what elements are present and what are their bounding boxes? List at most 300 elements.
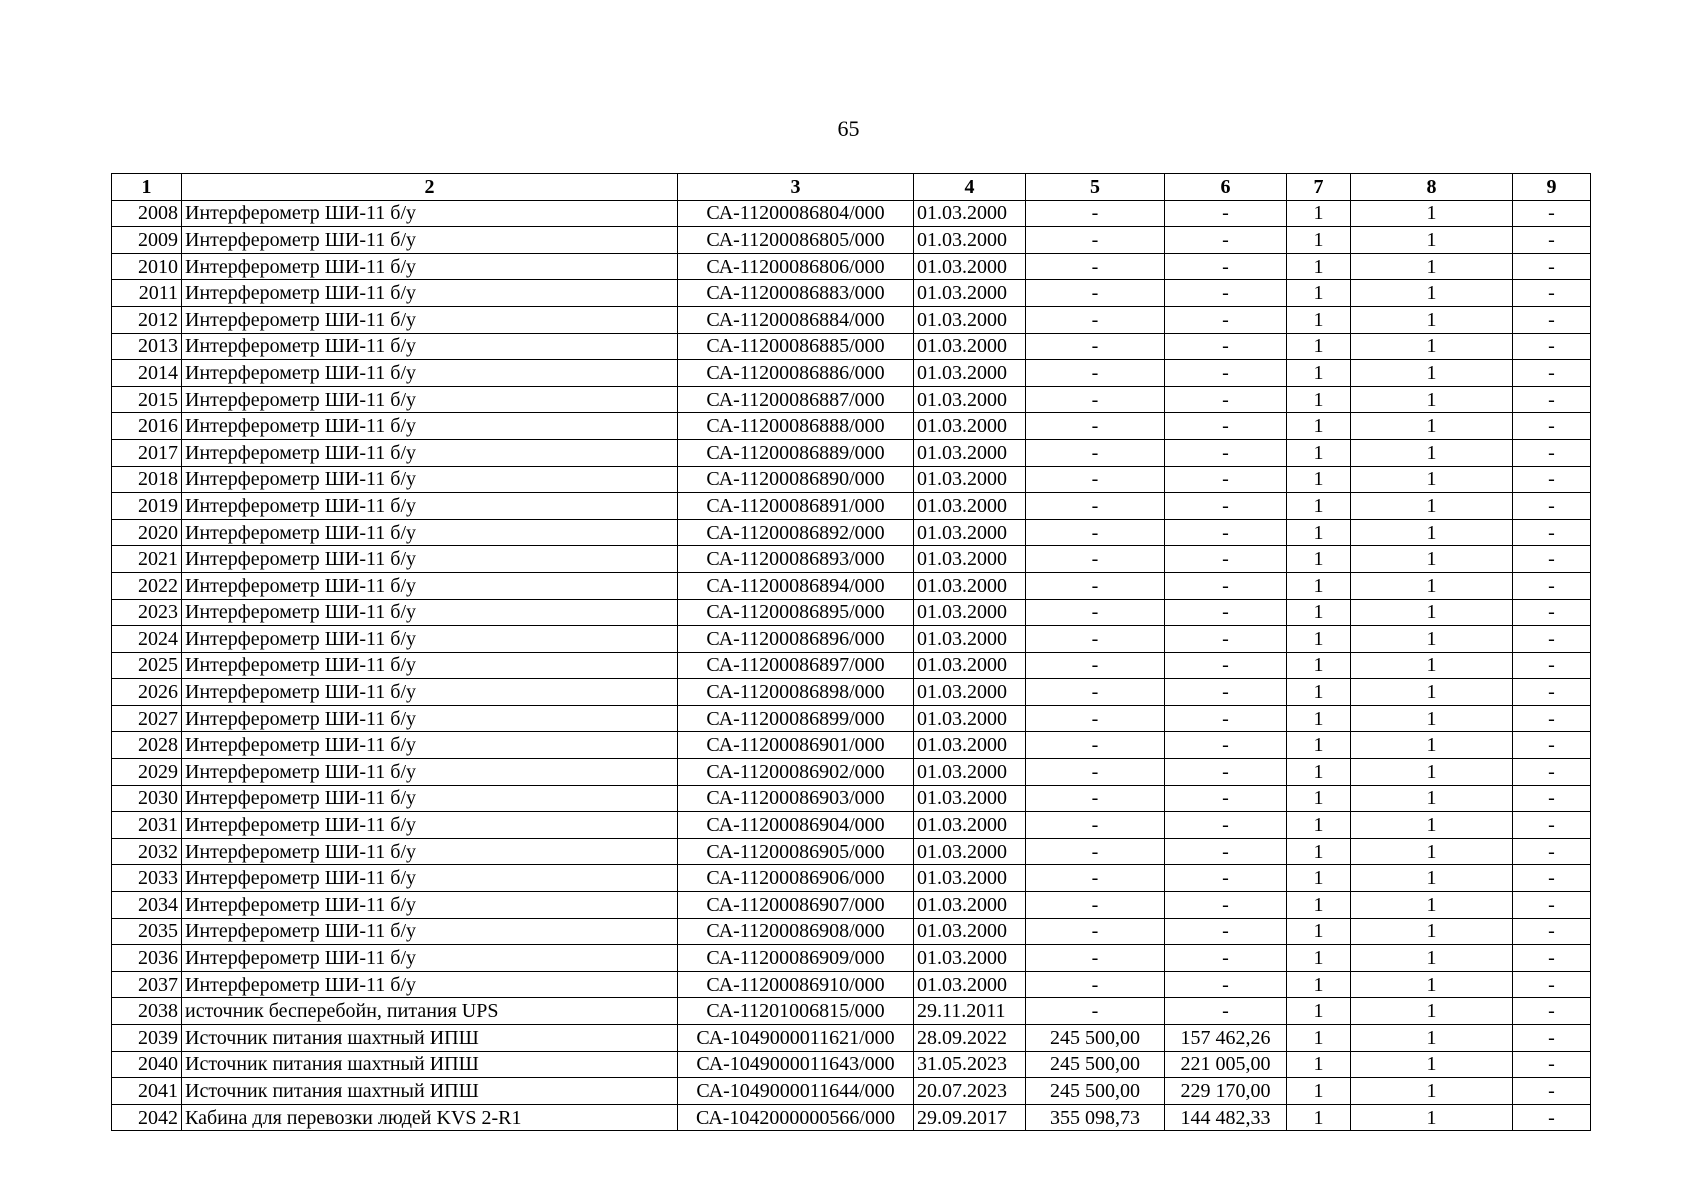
table-row: [112, 918, 1591, 945]
item-name-cell: Интерферометр ШИ-11 б/у: [182, 652, 678, 679]
inventory-code-cell: СА-11200086894/000: [678, 572, 914, 599]
date-cell: 01.03.2000: [914, 413, 1026, 440]
inventory-code-cell: СА-11200086902/000: [678, 759, 914, 786]
inventory-code-cell: СА-11200086893/000: [678, 546, 914, 573]
date-cell: 01.03.2000: [914, 386, 1026, 413]
date-cell: 01.03.2000: [914, 493, 1026, 520]
value-cell-9: -: [1513, 386, 1591, 413]
value-cell-9: -: [1513, 971, 1591, 998]
inventory-code-cell: СА-11200086804/000: [678, 200, 914, 227]
row-number-cell: 2015: [112, 386, 182, 413]
item-name-cell: Кабина для перевозки людей KVS 2-R1: [182, 1104, 678, 1131]
value-cell-5: -: [1026, 466, 1165, 493]
inventory-code-cell: СА-11200086889/000: [678, 439, 914, 466]
value-cell-6: -: [1165, 998, 1287, 1025]
date-cell: 01.03.2000: [914, 918, 1026, 945]
inventory-code-cell: СА-1049000011643/000: [678, 1051, 914, 1078]
table-row: [112, 679, 1591, 706]
value-cell-7: 1: [1287, 599, 1351, 626]
value-cell-5: -: [1026, 439, 1165, 466]
value-cell-9: -: [1513, 280, 1591, 307]
value-cell-8: 1: [1351, 333, 1513, 360]
table-row: [112, 732, 1591, 759]
value-cell-8: 1: [1351, 838, 1513, 865]
value-cell-5: -: [1026, 227, 1165, 254]
value-cell-7: 1: [1287, 280, 1351, 307]
value-cell-6: -: [1165, 200, 1287, 227]
date-cell: 29.11.2011: [914, 998, 1026, 1025]
value-cell-8: 1: [1351, 971, 1513, 998]
value-cell-8: 1: [1351, 519, 1513, 546]
value-cell-5: -: [1026, 253, 1165, 280]
inventory-code-cell: СА-11200086896/000: [678, 626, 914, 653]
table-row: [112, 333, 1591, 360]
inventory-code-cell: СА-11200086892/000: [678, 519, 914, 546]
value-cell-7: 1: [1287, 1104, 1351, 1131]
value-cell-6: -: [1165, 838, 1287, 865]
value-cell-9: -: [1513, 865, 1591, 892]
value-cell-9: -: [1513, 705, 1591, 732]
value-cell-9: -: [1513, 1078, 1591, 1105]
value-cell-9: -: [1513, 572, 1591, 599]
value-cell-5: -: [1026, 732, 1165, 759]
value-cell-8: 1: [1351, 998, 1513, 1025]
value-cell-9: -: [1513, 652, 1591, 679]
value-cell-7: 1: [1287, 679, 1351, 706]
value-cell-6: -: [1165, 280, 1287, 307]
table-row: [112, 838, 1591, 865]
date-cell: 01.03.2000: [914, 546, 1026, 573]
column-header-4: 4: [914, 174, 1026, 201]
item-name-cell: Интерферометр ШИ-11 б/у: [182, 386, 678, 413]
row-number-cell: 2037: [112, 971, 182, 998]
value-cell-7: 1: [1287, 945, 1351, 972]
row-number-cell: 2008: [112, 200, 182, 227]
value-cell-7: 1: [1287, 998, 1351, 1025]
value-cell-7: 1: [1287, 1078, 1351, 1105]
date-cell: 01.03.2000: [914, 200, 1026, 227]
value-cell-7: 1: [1287, 572, 1351, 599]
item-name-cell: источник бесперебойн, питания UPS: [182, 998, 678, 1025]
date-cell: 01.03.2000: [914, 785, 1026, 812]
date-cell: 20.07.2023: [914, 1078, 1026, 1105]
table-row: [112, 998, 1591, 1025]
date-cell: 01.03.2000: [914, 759, 1026, 786]
value-cell-8: 1: [1351, 280, 1513, 307]
value-cell-9: -: [1513, 945, 1591, 972]
inventory-code-cell: СА-11201006815/000: [678, 998, 914, 1025]
table-row: [112, 572, 1591, 599]
value-cell-9: -: [1513, 679, 1591, 706]
inventory-code-cell: СА-11200086886/000: [678, 360, 914, 387]
value-cell-6: -: [1165, 892, 1287, 919]
value-cell-6: 157 462,26: [1165, 1025, 1287, 1052]
value-cell-5: -: [1026, 333, 1165, 360]
value-cell-6: -: [1165, 413, 1287, 440]
value-cell-6: -: [1165, 333, 1287, 360]
value-cell-9: -: [1513, 599, 1591, 626]
value-cell-7: 1: [1287, 253, 1351, 280]
value-cell-8: 1: [1351, 759, 1513, 786]
value-cell-8: 1: [1351, 439, 1513, 466]
value-cell-8: 1: [1351, 227, 1513, 254]
date-cell: 01.03.2000: [914, 572, 1026, 599]
value-cell-8: 1: [1351, 705, 1513, 732]
value-cell-9: -: [1513, 306, 1591, 333]
table-row: [112, 812, 1591, 839]
column-header-7: 7: [1287, 174, 1351, 201]
table-row: [112, 1078, 1591, 1105]
date-cell: 01.03.2000: [914, 679, 1026, 706]
item-name-cell: Интерферометр ШИ-11 б/у: [182, 785, 678, 812]
inventory-code-cell: СА-11200086908/000: [678, 918, 914, 945]
value-cell-7: 1: [1287, 546, 1351, 573]
item-name-cell: Интерферометр ШИ-11 б/у: [182, 971, 678, 998]
row-number-cell: 2013: [112, 333, 182, 360]
value-cell-5: -: [1026, 413, 1165, 440]
inventory-code-cell: СА-11200086903/000: [678, 785, 914, 812]
value-cell-8: 1: [1351, 812, 1513, 839]
row-number-cell: 2017: [112, 439, 182, 466]
value-cell-9: -: [1513, 626, 1591, 653]
row-number-cell: 2030: [112, 785, 182, 812]
row-number-cell: 2010: [112, 253, 182, 280]
value-cell-9: -: [1513, 227, 1591, 254]
table-body: [112, 200, 1591, 1131]
value-cell-6: -: [1165, 493, 1287, 520]
table-row: [112, 519, 1591, 546]
value-cell-5: -: [1026, 572, 1165, 599]
row-number-cell: 2022: [112, 572, 182, 599]
value-cell-8: 1: [1351, 360, 1513, 387]
row-number-cell: 2018: [112, 466, 182, 493]
item-name-cell: Источник питания шахтный ИПШ: [182, 1078, 678, 1105]
item-name-cell: Интерферометр ШИ-11 б/у: [182, 572, 678, 599]
value-cell-9: -: [1513, 253, 1591, 280]
value-cell-7: 1: [1287, 439, 1351, 466]
inventory-table: [111, 173, 1591, 1131]
value-cell-8: 1: [1351, 493, 1513, 520]
item-name-cell: Интерферометр ШИ-11 б/у: [182, 892, 678, 919]
item-name-cell: Интерферометр ШИ-11 б/у: [182, 306, 678, 333]
value-cell-7: 1: [1287, 519, 1351, 546]
value-cell-8: 1: [1351, 679, 1513, 706]
value-cell-5: 355 098,73: [1026, 1104, 1165, 1131]
value-cell-8: 1: [1351, 572, 1513, 599]
value-cell-6: -: [1165, 812, 1287, 839]
inventory-code-cell: СА-11200086901/000: [678, 732, 914, 759]
row-number-cell: 2036: [112, 945, 182, 972]
value-cell-8: 1: [1351, 1025, 1513, 1052]
value-cell-9: -: [1513, 1051, 1591, 1078]
item-name-cell: Интерферометр ШИ-11 б/у: [182, 413, 678, 440]
table-row: [112, 413, 1591, 440]
item-name-cell: Источник питания шахтный ИПШ: [182, 1025, 678, 1052]
date-cell: 01.03.2000: [914, 971, 1026, 998]
value-cell-9: -: [1513, 333, 1591, 360]
value-cell-6: -: [1165, 759, 1287, 786]
item-name-cell: Интерферометр ШИ-11 б/у: [182, 599, 678, 626]
table-row: [112, 280, 1591, 307]
inventory-code-cell: СА-11200086885/000: [678, 333, 914, 360]
date-cell: 01.03.2000: [914, 945, 1026, 972]
value-cell-6: -: [1165, 652, 1287, 679]
value-cell-8: 1: [1351, 253, 1513, 280]
item-name-cell: Интерферометр ШИ-11 б/у: [182, 732, 678, 759]
column-header-6: 6: [1165, 174, 1287, 201]
value-cell-6: -: [1165, 918, 1287, 945]
value-cell-8: 1: [1351, 918, 1513, 945]
value-cell-7: 1: [1287, 466, 1351, 493]
value-cell-6: -: [1165, 519, 1287, 546]
value-cell-8: 1: [1351, 865, 1513, 892]
item-name-cell: Интерферометр ШИ-11 б/у: [182, 945, 678, 972]
item-name-cell: Источник питания шахтный ИПШ: [182, 1051, 678, 1078]
date-cell: 01.03.2000: [914, 439, 1026, 466]
date-cell: 31.05.2023: [914, 1051, 1026, 1078]
value-cell-7: 1: [1287, 865, 1351, 892]
value-cell-8: 1: [1351, 1104, 1513, 1131]
value-cell-9: -: [1513, 918, 1591, 945]
value-cell-7: 1: [1287, 732, 1351, 759]
item-name-cell: Интерферометр ШИ-11 б/у: [182, 705, 678, 732]
value-cell-7: 1: [1287, 1025, 1351, 1052]
column-header-8: 8: [1351, 174, 1513, 201]
inventory-code-cell: СА-11200086895/000: [678, 599, 914, 626]
value-cell-5: -: [1026, 865, 1165, 892]
value-cell-6: -: [1165, 599, 1287, 626]
inventory-code-cell: СА-11200086907/000: [678, 892, 914, 919]
date-cell: 01.03.2000: [914, 227, 1026, 254]
date-cell: 01.03.2000: [914, 626, 1026, 653]
value-cell-7: 1: [1287, 1051, 1351, 1078]
value-cell-6: -: [1165, 971, 1287, 998]
table-row: [112, 1104, 1591, 1131]
column-header-1: 1: [112, 174, 182, 201]
item-name-cell: Интерферометр ШИ-11 б/у: [182, 519, 678, 546]
item-name-cell: Интерферометр ШИ-11 б/у: [182, 200, 678, 227]
value-cell-6: -: [1165, 785, 1287, 812]
inventory-code-cell: СА-11200086898/000: [678, 679, 914, 706]
value-cell-8: 1: [1351, 626, 1513, 653]
value-cell-8: 1: [1351, 1078, 1513, 1105]
value-cell-9: -: [1513, 759, 1591, 786]
item-name-cell: Интерферометр ШИ-11 б/у: [182, 865, 678, 892]
table-row: [112, 785, 1591, 812]
row-number-cell: 2040: [112, 1051, 182, 1078]
value-cell-7: 1: [1287, 333, 1351, 360]
value-cell-6: -: [1165, 227, 1287, 254]
value-cell-5: -: [1026, 971, 1165, 998]
value-cell-8: 1: [1351, 1051, 1513, 1078]
value-cell-8: 1: [1351, 785, 1513, 812]
value-cell-5: -: [1026, 546, 1165, 573]
value-cell-8: 1: [1351, 413, 1513, 440]
inventory-code-cell: СА-11200086909/000: [678, 945, 914, 972]
value-cell-7: 1: [1287, 227, 1351, 254]
value-cell-5: -: [1026, 200, 1165, 227]
value-cell-8: 1: [1351, 599, 1513, 626]
inventory-code-cell: СА-1049000011621/000: [678, 1025, 914, 1052]
value-cell-5: -: [1026, 386, 1165, 413]
column-header-5: 5: [1026, 174, 1165, 201]
column-header-3: 3: [678, 174, 914, 201]
row-number-cell: 2032: [112, 838, 182, 865]
item-name-cell: Интерферометр ШИ-11 б/у: [182, 759, 678, 786]
value-cell-5: -: [1026, 280, 1165, 307]
value-cell-9: -: [1513, 812, 1591, 839]
date-cell: 01.03.2000: [914, 812, 1026, 839]
inventory-code-cell: СА-11200086890/000: [678, 466, 914, 493]
value-cell-7: 1: [1287, 892, 1351, 919]
value-cell-9: -: [1513, 546, 1591, 573]
table-row: [112, 652, 1591, 679]
item-name-cell: Интерферометр ШИ-11 б/у: [182, 493, 678, 520]
value-cell-5: 245 500,00: [1026, 1025, 1165, 1052]
value-cell-7: 1: [1287, 200, 1351, 227]
row-number-cell: 2028: [112, 732, 182, 759]
column-header-9: 9: [1513, 174, 1591, 201]
table-row: [112, 865, 1591, 892]
row-number-cell: 2041: [112, 1078, 182, 1105]
table-row: [112, 253, 1591, 280]
value-cell-5: -: [1026, 812, 1165, 839]
value-cell-8: 1: [1351, 732, 1513, 759]
item-name-cell: Интерферометр ШИ-11 б/у: [182, 918, 678, 945]
value-cell-5: -: [1026, 945, 1165, 972]
date-cell: 01.03.2000: [914, 333, 1026, 360]
date-cell: 01.03.2000: [914, 732, 1026, 759]
value-cell-9: -: [1513, 413, 1591, 440]
row-number-cell: 2034: [112, 892, 182, 919]
value-cell-8: 1: [1351, 466, 1513, 493]
table-row: [112, 493, 1591, 520]
value-cell-7: 1: [1287, 626, 1351, 653]
date-cell: 01.03.2000: [914, 280, 1026, 307]
table-row: [112, 705, 1591, 732]
date-cell: 01.03.2000: [914, 360, 1026, 387]
value-cell-8: 1: [1351, 546, 1513, 573]
row-number-cell: 2024: [112, 626, 182, 653]
value-cell-5: -: [1026, 998, 1165, 1025]
table-row: [112, 945, 1591, 972]
date-cell: 01.03.2000: [914, 466, 1026, 493]
row-number-cell: 2035: [112, 918, 182, 945]
table-row: [112, 892, 1591, 919]
value-cell-6: -: [1165, 945, 1287, 972]
item-name-cell: Интерферометр ШИ-11 б/у: [182, 439, 678, 466]
value-cell-5: -: [1026, 705, 1165, 732]
value-cell-8: 1: [1351, 200, 1513, 227]
inventory-code-cell: СА-11200086905/000: [678, 838, 914, 865]
row-number-cell: 2027: [112, 705, 182, 732]
table-row: [112, 1025, 1591, 1052]
inventory-code-cell: СА-11200086884/000: [678, 306, 914, 333]
value-cell-9: -: [1513, 998, 1591, 1025]
row-number-cell: 2026: [112, 679, 182, 706]
table-row: [112, 439, 1591, 466]
value-cell-5: -: [1026, 652, 1165, 679]
value-cell-9: -: [1513, 519, 1591, 546]
row-number-cell: 2009: [112, 227, 182, 254]
row-number-cell: 2020: [112, 519, 182, 546]
inventory-code-cell: СА-11200086897/000: [678, 652, 914, 679]
value-cell-7: 1: [1287, 759, 1351, 786]
date-cell: 01.03.2000: [914, 253, 1026, 280]
value-cell-7: 1: [1287, 306, 1351, 333]
table-row: [112, 546, 1591, 573]
date-cell: 01.03.2000: [914, 892, 1026, 919]
item-name-cell: Интерферометр ШИ-11 б/у: [182, 466, 678, 493]
inventory-code-cell: СА-11200086904/000: [678, 812, 914, 839]
value-cell-7: 1: [1287, 413, 1351, 440]
item-name-cell: Интерферометр ШИ-11 б/у: [182, 253, 678, 280]
value-cell-9: -: [1513, 200, 1591, 227]
value-cell-9: -: [1513, 838, 1591, 865]
value-cell-5: -: [1026, 679, 1165, 706]
value-cell-6: -: [1165, 679, 1287, 706]
item-name-cell: Интерферометр ШИ-11 б/у: [182, 626, 678, 653]
header-row: [112, 174, 1591, 201]
value-cell-6: -: [1165, 865, 1287, 892]
row-number-cell: 2031: [112, 812, 182, 839]
value-cell-8: 1: [1351, 652, 1513, 679]
value-cell-7: 1: [1287, 812, 1351, 839]
value-cell-6: 221 005,00: [1165, 1051, 1287, 1078]
inventory-code-cell: СА-11200086888/000: [678, 413, 914, 440]
row-number-cell: 2023: [112, 599, 182, 626]
value-cell-9: -: [1513, 892, 1591, 919]
item-name-cell: Интерферометр ШИ-11 б/у: [182, 679, 678, 706]
date-cell: 01.03.2000: [914, 306, 1026, 333]
value-cell-8: 1: [1351, 386, 1513, 413]
value-cell-5: -: [1026, 519, 1165, 546]
table-row: [112, 759, 1591, 786]
date-cell: 29.09.2017: [914, 1104, 1026, 1131]
inventory-code-cell: СА-11200086906/000: [678, 865, 914, 892]
value-cell-5: -: [1026, 838, 1165, 865]
value-cell-7: 1: [1287, 838, 1351, 865]
inventory-code-cell: СА-1049000011644/000: [678, 1078, 914, 1105]
row-number-cell: 2014: [112, 360, 182, 387]
table-row: [112, 466, 1591, 493]
value-cell-6: -: [1165, 546, 1287, 573]
item-name-cell: Интерферометр ШИ-11 б/у: [182, 812, 678, 839]
value-cell-7: 1: [1287, 918, 1351, 945]
table-row: [112, 227, 1591, 254]
value-cell-6: -: [1165, 572, 1287, 599]
value-cell-9: -: [1513, 493, 1591, 520]
table-row: [112, 626, 1591, 653]
row-number-cell: 2042: [112, 1104, 182, 1131]
value-cell-6: -: [1165, 439, 1287, 466]
value-cell-5: 245 500,00: [1026, 1078, 1165, 1105]
table-row: [112, 386, 1591, 413]
inventory-code-cell: СА-11200086805/000: [678, 227, 914, 254]
row-number-cell: 2021: [112, 546, 182, 573]
value-cell-9: -: [1513, 1104, 1591, 1131]
value-cell-7: 1: [1287, 386, 1351, 413]
value-cell-7: 1: [1287, 652, 1351, 679]
row-number-cell: 2016: [112, 413, 182, 440]
row-number-cell: 2025: [112, 652, 182, 679]
value-cell-5: -: [1026, 759, 1165, 786]
table-row: [112, 1051, 1591, 1078]
value-cell-9: -: [1513, 360, 1591, 387]
inventory-code-cell: СА-11200086899/000: [678, 705, 914, 732]
value-cell-6: -: [1165, 386, 1287, 413]
value-cell-5: 245 500,00: [1026, 1051, 1165, 1078]
